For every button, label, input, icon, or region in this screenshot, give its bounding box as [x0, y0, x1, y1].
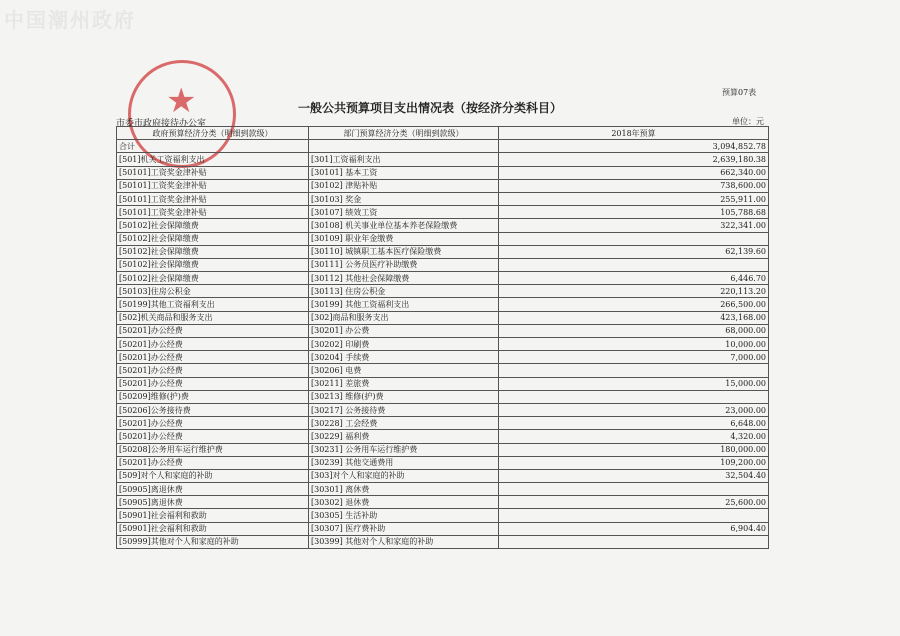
table-row — [117, 430, 769, 443]
table-row — [117, 153, 769, 166]
gov-classification-cell: [501]机关工资福利支出 — [117, 153, 309, 166]
table-row — [117, 522, 769, 535]
budget-amount-cell: 62,139.60 — [499, 245, 769, 258]
gov-classification-cell: [50101]工资奖金津补贴 — [117, 166, 309, 179]
table-row — [117, 351, 769, 364]
table-row — [117, 272, 769, 285]
gov-classification-cell: [50199]其他工资福利支出 — [117, 298, 309, 311]
dept-classification-cell: [30101] 基本工资 — [309, 166, 499, 179]
table-row — [117, 311, 769, 324]
gov-classification-cell: [50102]社会保障缴费 — [117, 258, 309, 271]
budget-table — [116, 126, 769, 549]
gov-classification-cell: [50901]社会福利和救助 — [117, 522, 309, 535]
gov-classification-cell: [50905]离退休费 — [117, 483, 309, 496]
dept-classification-cell: [302]商品和服务支出 — [309, 311, 499, 324]
gov-classification-cell: [50201]办公经费 — [117, 364, 309, 377]
budget-amount-cell: 7,000.00 — [499, 351, 769, 364]
dept-classification-cell: [30206] 电费 — [309, 364, 499, 377]
dept-classification-cell: [30217] 公务接待费 — [309, 403, 499, 416]
budget-amount-cell — [499, 509, 769, 522]
table-row — [117, 179, 769, 192]
dept-classification-cell: [30228] 工会经费 — [309, 417, 499, 430]
gov-classification-cell: [50201]办公经费 — [117, 338, 309, 351]
table-row — [117, 324, 769, 337]
table-row — [117, 338, 769, 351]
budget-amount-cell: 2,639,180.38 — [499, 153, 769, 166]
table-row — [117, 206, 769, 219]
gov-classification-cell: [50999]其他对个人和家庭的补助 — [117, 535, 309, 548]
dept-classification-cell: [30107] 绩效工资 — [309, 206, 499, 219]
table-row — [117, 298, 769, 311]
gov-classification-cell: [50201]办公经费 — [117, 417, 309, 430]
dept-classification-cell: [30305] 生活补助 — [309, 509, 499, 522]
table-row — [117, 456, 769, 469]
dept-classification-cell: [301]工资福利支出 — [309, 153, 499, 166]
gov-classification-cell: [50102]社会保障缴费 — [117, 272, 309, 285]
table-row — [117, 377, 769, 390]
dept-classification-cell: [30399] 其他对个人和家庭的补助 — [309, 535, 499, 548]
gov-classification-cell: [502]机关商品和服务支出 — [117, 311, 309, 324]
gov-classification-cell: [50209]维修(护)费 — [117, 390, 309, 403]
gov-classification-cell: [50208]公务用车运行维护费 — [117, 443, 309, 456]
dept-classification-cell: [30201] 办公费 — [309, 324, 499, 337]
dept-classification-cell: [30108] 机关事业单位基本养老保险缴费 — [309, 219, 499, 232]
table-row — [117, 535, 769, 548]
gov-classification-cell: [50101]工资奖金津补贴 — [117, 206, 309, 219]
table-row — [117, 166, 769, 179]
budget-table-container — [116, 126, 768, 576]
table-row — [117, 509, 769, 522]
budget-amount-cell: 266,500.00 — [499, 298, 769, 311]
header-gov-classification: 政府预算经济分类（明细到款级） — [117, 127, 309, 140]
dept-classification-cell: [30112] 其他社会保障缴费 — [309, 272, 499, 285]
budget-amount-cell — [499, 535, 769, 548]
budget-amount-cell: 4,320.00 — [499, 430, 769, 443]
gov-classification-cell: [50201]办公经费 — [117, 456, 309, 469]
header-budget-2018: 2018年预算 — [499, 127, 769, 140]
dept-classification-cell: [30204] 手续费 — [309, 351, 499, 364]
budget-amount-cell: 180,000.00 — [499, 443, 769, 456]
budget-amount-cell — [499, 258, 769, 271]
budget-amount-cell: 15,000.00 — [499, 377, 769, 390]
form-code: 预算07表 — [722, 88, 757, 97]
dept-classification-cell — [309, 140, 499, 153]
dept-classification-cell: [30307] 医疗费补助 — [309, 522, 499, 535]
dept-classification-cell: [30113] 住房公积金 — [309, 285, 499, 298]
budget-amount-cell: 32,504.40 — [499, 469, 769, 482]
table-row — [117, 192, 769, 205]
seal-star-icon: ★ — [166, 81, 197, 121]
dept-classification-cell: [30111] 公务员医疗补助缴费 — [309, 258, 499, 271]
budget-amount-cell: 220,113.20 — [499, 285, 769, 298]
dept-classification-cell: [30103] 奖金 — [309, 192, 499, 205]
gov-classification-cell: 合计 — [117, 140, 309, 153]
budget-amount-cell: 255,911.00 — [499, 192, 769, 205]
table-row — [117, 245, 769, 258]
budget-amount-cell — [499, 364, 769, 377]
gov-classification-cell: [50102]社会保障缴费 — [117, 232, 309, 245]
gov-classification-cell: [50101]工资奖金津补贴 — [117, 179, 309, 192]
budget-amount-cell: 738,600.00 — [499, 179, 769, 192]
budget-amount-cell: 3,094,852.78 — [499, 140, 769, 153]
dept-classification-cell: [30229] 福利费 — [309, 430, 499, 443]
budget-amount-cell: 105,788.68 — [499, 206, 769, 219]
page-title: 一般公共预算项目支出情况表（按经济分类科目） — [298, 101, 563, 115]
header-dept-classification: 部门预算经济分类（明细到款级） — [309, 127, 499, 140]
dept-classification-cell: [30199] 其他工资福利支出 — [309, 298, 499, 311]
gov-classification-cell: [50201]办公经费 — [117, 377, 309, 390]
dept-classification-cell: [30110] 城镇职工基本医疗保险缴费 — [309, 245, 499, 258]
table-row — [117, 443, 769, 456]
budget-amount-cell: 23,000.00 — [499, 403, 769, 416]
table-row — [117, 417, 769, 430]
table-body — [117, 140, 769, 549]
budget-amount-cell: 68,000.00 — [499, 324, 769, 337]
table-row — [117, 232, 769, 245]
gov-classification-cell: [50905]离退休费 — [117, 496, 309, 509]
gov-classification-cell: [50201]办公经费 — [117, 324, 309, 337]
dept-classification-cell: [30109] 职业年金缴费 — [309, 232, 499, 245]
dept-classification-cell: [30213] 维修(护)费 — [309, 390, 499, 403]
table-row — [117, 469, 769, 482]
budget-amount-cell: 6,648.00 — [499, 417, 769, 430]
dept-classification-cell: [30202] 印刷费 — [309, 338, 499, 351]
budget-amount-cell: 6,904.40 — [499, 522, 769, 535]
gov-classification-cell: [50206]公务接待费 — [117, 403, 309, 416]
budget-amount-cell: 6,446.70 — [499, 272, 769, 285]
organization-name: 市委市政府接待办公室 — [116, 119, 207, 129]
budget-amount-cell: 109,200.00 — [499, 456, 769, 469]
gov-classification-cell: [50102]社会保障缴费 — [117, 245, 309, 258]
dept-classification-cell: [30231] 公务用车运行维护费 — [309, 443, 499, 456]
budget-amount-cell — [499, 232, 769, 245]
budget-amount-cell: 10,000.00 — [499, 338, 769, 351]
dept-classification-cell: [30239] 其他交通费用 — [309, 456, 499, 469]
gov-classification-cell: [50101]工资奖金津补贴 — [117, 192, 309, 205]
site-watermark: 中国潮州政府 — [4, 8, 136, 32]
table-row — [117, 390, 769, 403]
table-row — [117, 219, 769, 232]
table-row — [117, 140, 769, 153]
table-row — [117, 483, 769, 496]
unit-label: 单位：元 — [732, 117, 764, 126]
gov-classification-cell: [50102]社会保障缴费 — [117, 219, 309, 232]
table-row — [117, 364, 769, 377]
budget-amount-cell — [499, 483, 769, 496]
budget-amount-cell: 322,341.00 — [499, 219, 769, 232]
budget-amount-cell — [499, 390, 769, 403]
table-header-row — [117, 127, 769, 140]
table-row — [117, 496, 769, 509]
dept-classification-cell: [303]对个人和家庭的补助 — [309, 469, 499, 482]
table-row — [117, 258, 769, 271]
dept-classification-cell: [30102] 津贴补贴 — [309, 179, 499, 192]
dept-classification-cell: [30211] 差旅费 — [309, 377, 499, 390]
budget-amount-cell: 662,340.00 — [499, 166, 769, 179]
gov-classification-cell: [50201]办公经费 — [117, 351, 309, 364]
gov-classification-cell: [50103]住房公积金 — [117, 285, 309, 298]
dept-classification-cell: [30301] 离休费 — [309, 483, 499, 496]
table-row — [117, 285, 769, 298]
gov-classification-cell: [50201]办公经费 — [117, 430, 309, 443]
table-row — [117, 403, 769, 416]
gov-classification-cell: [50901]社会福利和救助 — [117, 509, 309, 522]
budget-amount-cell: 423,168.00 — [499, 311, 769, 324]
budget-amount-cell: 25,600.00 — [499, 496, 769, 509]
gov-classification-cell: [509]对个人和家庭的补助 — [117, 469, 309, 482]
dept-classification-cell: [30302] 退休费 — [309, 496, 499, 509]
